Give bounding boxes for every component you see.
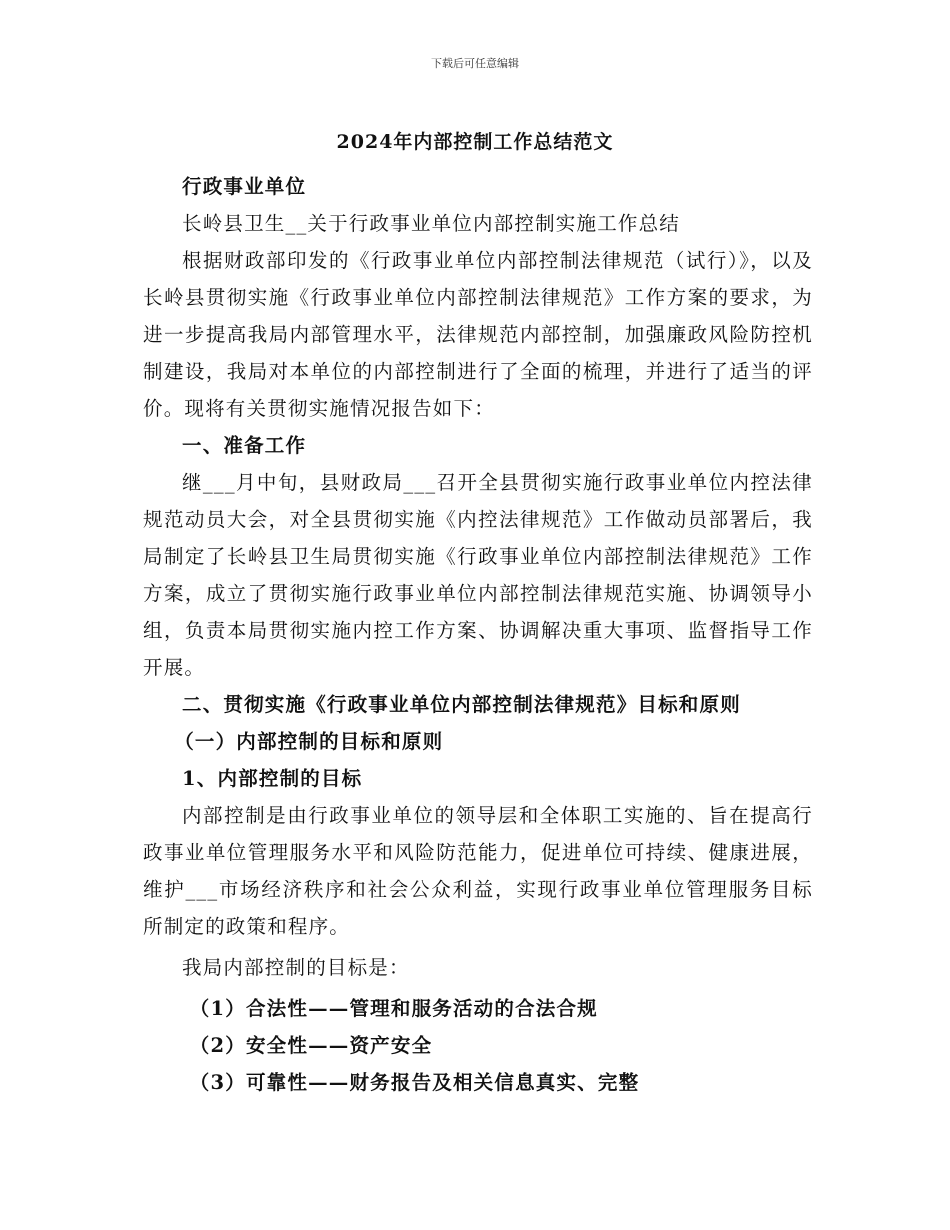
goal-item: （1）合法性——管理和服务活动的合法合规	[189, 997, 598, 1020]
section-1-title: 一、准备工作	[182, 434, 307, 457]
paragraph-intro: 根据财政部印发的《行政事业单位内部控制法律规范（试行）》，以及长岭县贯彻实施《行政事业单位内部控制法律规范》工作方案的要求，为进一步提高我局内部管理水平，法律规范内部控制，加强廉政风险防控机制建设，我局对本单位的内部控制进行了全面的梳理，并进行了适当的评价。现将有关贯彻实施情况报告如下：	[143, 249, 813, 420]
heading-unit: 行政事业单位	[182, 175, 307, 198]
goal-item: （2）安全性——资产安全	[189, 1034, 433, 1057]
header-note: 下载后可任意编辑	[431, 57, 519, 70]
document-title: 2024年内部控制工作总结范文	[336, 131, 614, 153]
subtitle-line: 长岭县卫生__关于行政事业单位内部控制实施工作总结	[182, 212, 681, 235]
document-body	[143, 168, 813, 1101]
section-2-paragraph-2: 我局内部控制的目标是：	[182, 956, 410, 979]
section-1-paragraph: 继___月中旬，县财政局___召开全县贯彻实施行政事业单位内控法律规范动员大会，对全县贯彻实施《内控法律规范》工作做动员部署后，我局制定了长岭县卫生局贯彻实施《行政事业单位内部控制法律规范》工作方案，成立了贯彻实施行政事业单位内部控制法律规范实施、协调领导小组，负责本局贯彻实施内控工作方案、协调解决重大事项、监督指导工作开展。	[143, 471, 813, 679]
section-2-title: 二、贯彻实施《行政事业单位内部控制法律规范》目标和原则	[182, 693, 741, 716]
goal-item: （3）可靠性——财务报告及相关信息真实、完整	[189, 1071, 640, 1094]
section-2-subheading-1: 1、内部控制的目标	[182, 767, 363, 790]
section-2-subheading: （一）内部控制的目标和原则	[174, 730, 444, 753]
section-2-paragraph-1: 内部控制是由行政事业单位的领导层和全体职工实施的、旨在提高行政事业单位管理服务水平和风险防范能力，促进单位可持续、健康进展，维护___市场经济秩序和社会公众利益，实现行政事业单位管理服务目标所制定的政策和程序。	[143, 804, 813, 938]
